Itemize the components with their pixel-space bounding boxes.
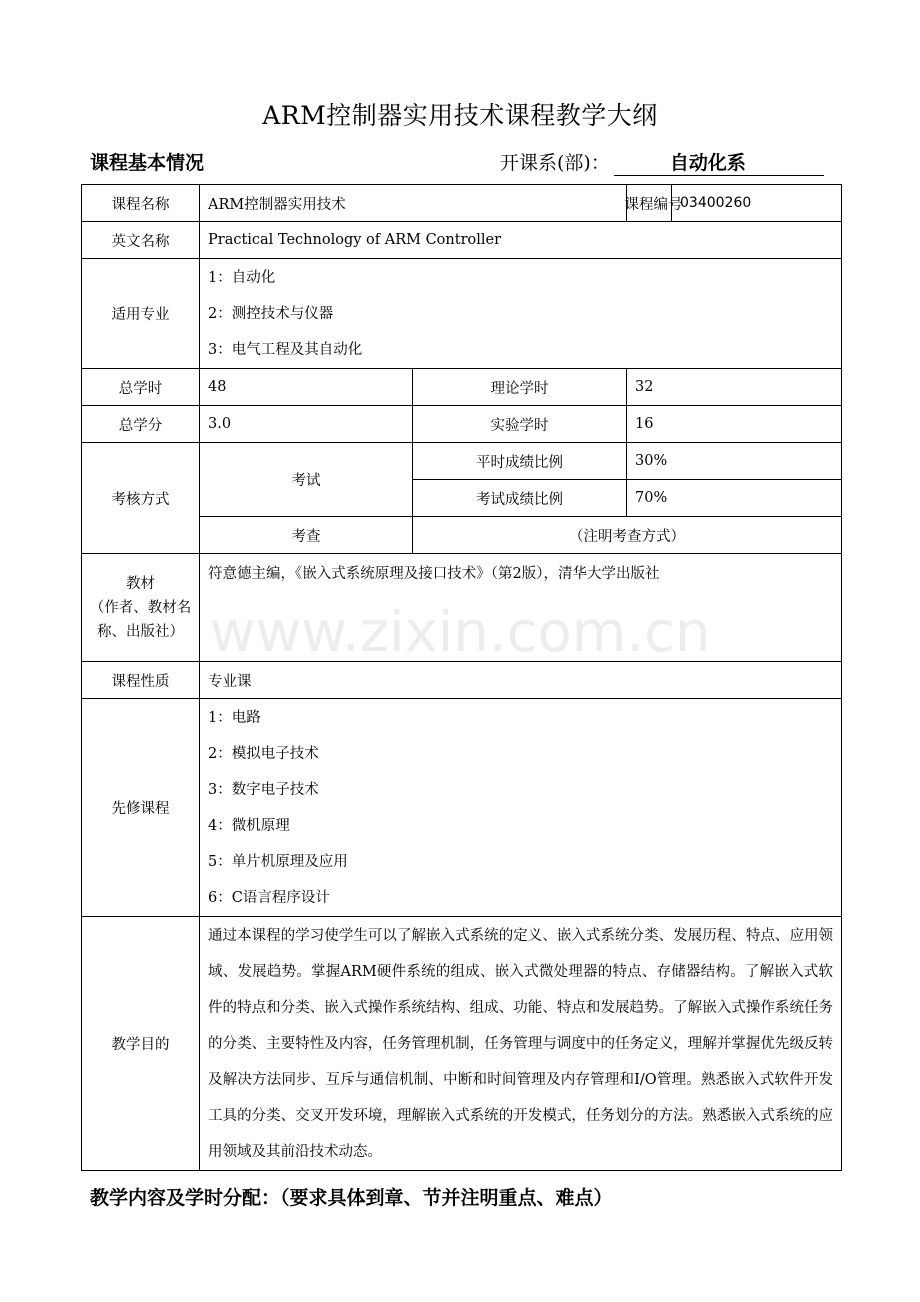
row-assessment-exam-regular xyxy=(82,443,842,480)
prereq-item: 6：C语言程序设计 xyxy=(208,889,330,906)
textbook-label-line: 称、出版社） xyxy=(97,623,184,640)
document-title: ARM控制器实用技术课程教学大纲 xyxy=(262,101,658,130)
total-credits-value: 3.0 xyxy=(200,406,413,443)
prereq-item: 1：电路 xyxy=(208,709,261,726)
lab-hours-label: 实验学时 xyxy=(413,406,627,443)
prereq-item: 2：模拟电子技术 xyxy=(208,745,319,762)
objective-label: 教学目的 xyxy=(82,917,200,1171)
prereq-label: 先修课程 xyxy=(82,699,200,917)
total-hours-label: 总学时 xyxy=(82,369,200,406)
english-name-value: Practical Technology of ARM Controller xyxy=(200,222,842,259)
textbook-value: 符意德主编，《嵌入式系统原理及接口技术》（第2版），清华大学出版社 xyxy=(200,554,842,662)
majors-label: 适用专业 xyxy=(82,259,200,369)
exam-ratio-value: 70% xyxy=(627,480,842,517)
row-prerequisites xyxy=(82,699,842,917)
check-note: （注明考查方式） xyxy=(413,517,842,554)
assessment-label: 考核方式 xyxy=(82,443,200,554)
row-textbook xyxy=(82,554,842,662)
exam-ratio-label: 考试成绩比例 xyxy=(413,480,627,517)
textbook-label-line: 教材 xyxy=(126,575,155,592)
theory-hours-value: 32 xyxy=(627,369,842,406)
department-label: 开课系(部)： xyxy=(500,152,610,174)
english-name-label: 英文名称 xyxy=(82,222,200,259)
major-item: 3：电气工程及其自动化 xyxy=(208,341,363,358)
total-credits-label: 总学分 xyxy=(82,406,200,443)
prereq-item: 3：数字电子技术 xyxy=(208,781,319,798)
textbook-label-line: （作者、教材名 xyxy=(89,599,192,616)
course-info-table xyxy=(81,184,842,1171)
row-nature xyxy=(82,662,842,699)
nature-label: 课程性质 xyxy=(82,662,200,699)
row-english-name xyxy=(82,222,842,259)
prereq-item: 4：微机原理 xyxy=(208,817,290,834)
watermark-text: www.zixin.com.cn xyxy=(209,600,711,665)
nature-value: 专业课 xyxy=(200,662,842,699)
check-label: 考查 xyxy=(200,517,413,554)
majors-list xyxy=(200,259,842,369)
course-code-value: 03400260 xyxy=(672,185,842,222)
prereq-list xyxy=(200,699,842,917)
row-total-credits xyxy=(82,406,842,443)
regular-ratio-value: 30% xyxy=(627,443,842,480)
total-hours-value: 48 xyxy=(200,369,413,406)
row-objective xyxy=(82,917,842,1171)
section-heading-basic-info: 课程基本情况 xyxy=(90,152,205,174)
theory-hours-label: 理论学时 xyxy=(413,369,627,406)
section-heading-teaching-content: 教学内容及学时分配：（要求具体到章、节并注明重点、难点） xyxy=(90,1187,613,1209)
department-value: 自动化系 xyxy=(614,151,824,176)
course-name-label: 课程名称 xyxy=(82,185,200,222)
row-course-name xyxy=(82,185,842,222)
objective-value: 通过本课程的学习使学生可以了解嵌入式系统的定义、嵌入式系统分类、发展历程、特点、应用领域、发展趋势。掌握ARM硬件系统的组成、嵌入式微处理器的特点、存储器结构。了解嵌入式软件的特点和分类、嵌入式操作系统结构、组成、功能、特点和发展趋势。了解嵌入式操作系统任务的分类、主要特性及内容，任务管理机制，任务管理与调度中的任务定义，理解并掌握优先级反转及解决方法同步、互斥与通信机制、中断和时间管理及内存管理和I/O管理。熟悉嵌入式软件开发工具的分类、交叉开发环境，理解嵌入式系统的开发模式，任务划分的方法。熟悉嵌入式系统的应用领域及其前沿技术动态。 xyxy=(200,917,842,1171)
major-item: 2：测控技术与仪器 xyxy=(208,305,334,322)
lab-hours-value: 16 xyxy=(627,406,842,443)
course-name-value: ARM控制器实用技术 xyxy=(200,185,627,222)
department-field xyxy=(500,148,824,176)
exam-label: 考试 xyxy=(200,443,413,517)
textbook-label xyxy=(82,554,200,662)
prereq-item: 5：单片机原理及应用 xyxy=(208,853,348,870)
course-code-label: 课程编号 xyxy=(627,185,672,222)
row-majors xyxy=(82,259,842,369)
row-total-hours xyxy=(82,369,842,406)
major-item: 1：自动化 xyxy=(208,269,276,286)
regular-ratio-label: 平时成绩比例 xyxy=(413,443,627,480)
